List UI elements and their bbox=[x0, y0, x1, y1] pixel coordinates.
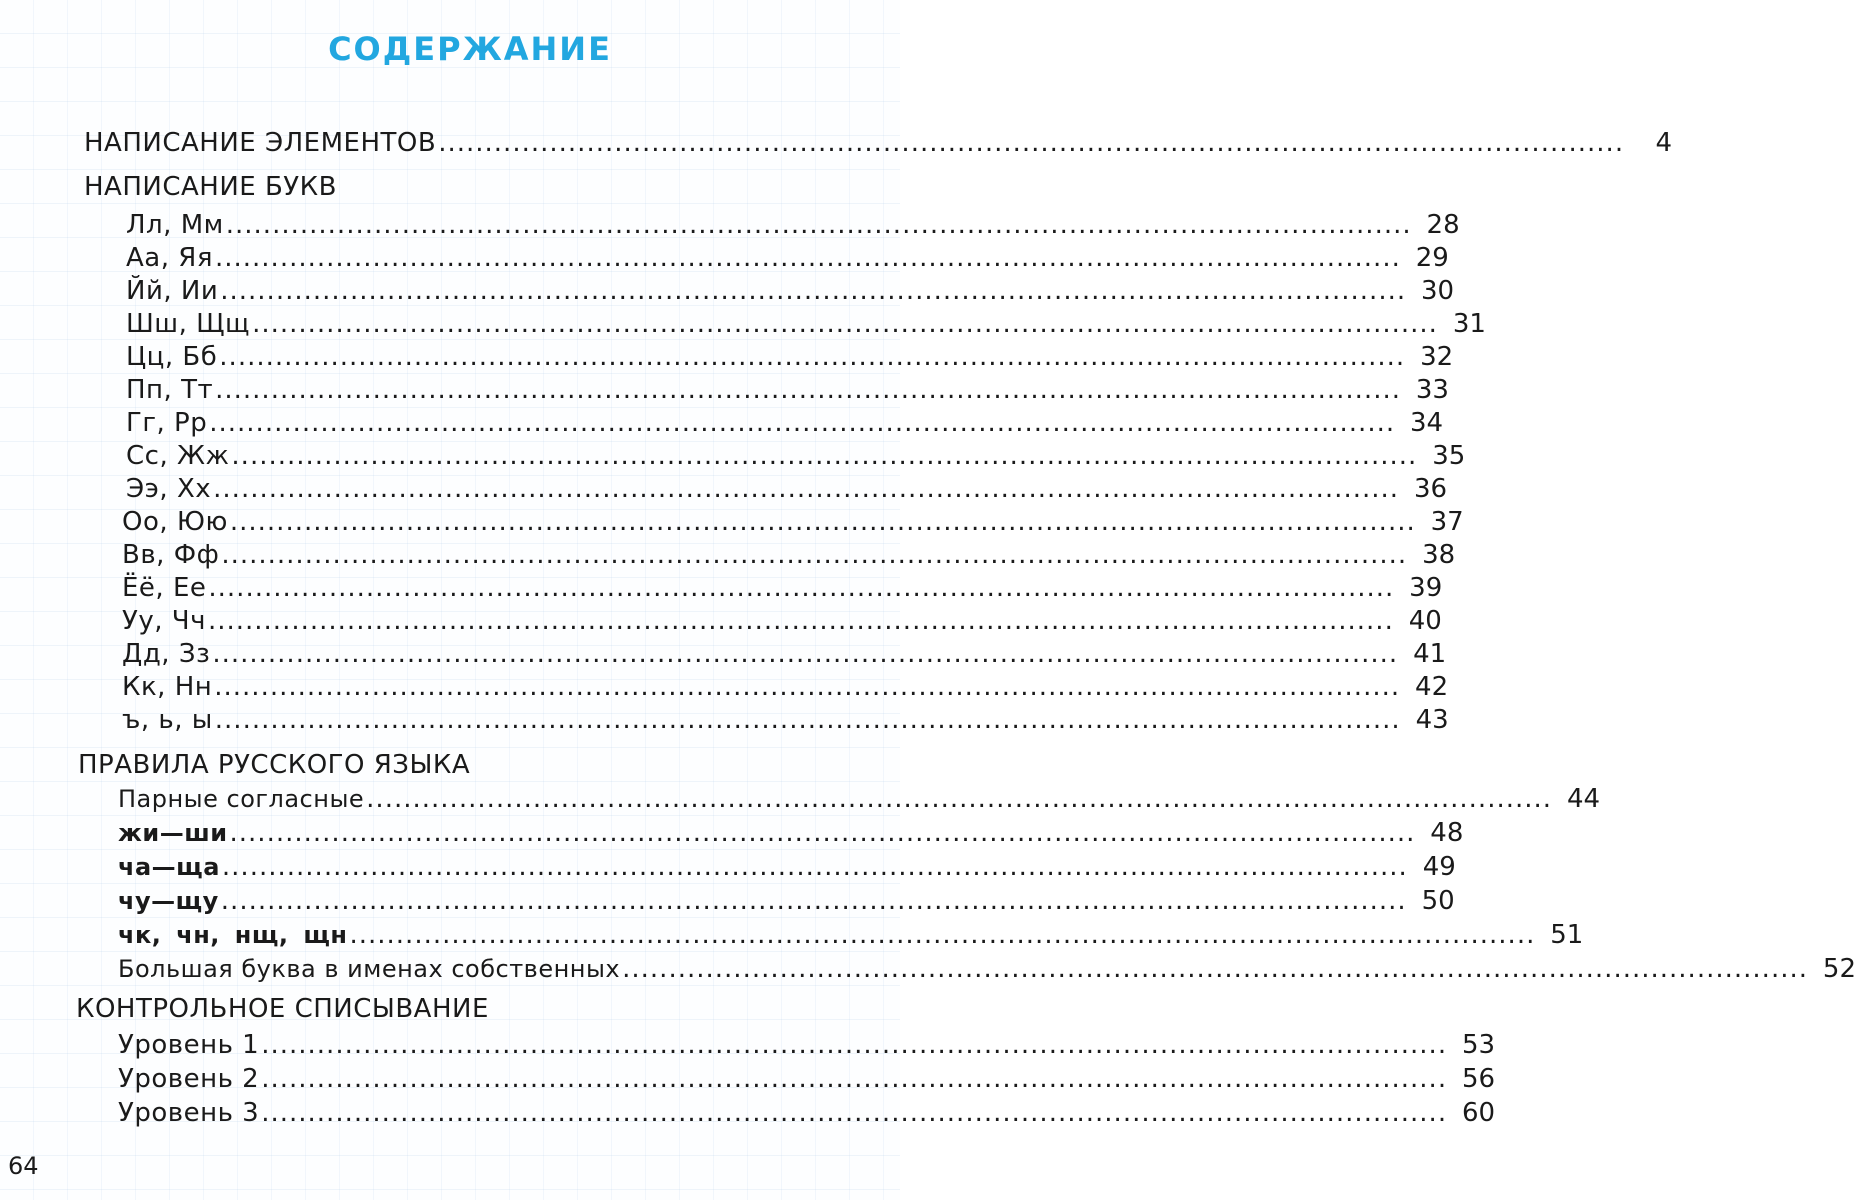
toc-entry-page: 50 bbox=[1421, 886, 1455, 916]
toc-entry-page: 29 bbox=[1415, 243, 1449, 273]
toc-entry[interactable] bbox=[122, 606, 1442, 636]
toc-entry[interactable] bbox=[118, 1030, 1496, 1060]
toc-entry-page: 52 bbox=[1822, 954, 1856, 984]
toc-entry-page: 56 bbox=[1461, 1064, 1496, 1094]
dot-leader: ................................................................................................................................ bbox=[229, 507, 1416, 537]
toc-entry-label: Уровень 2 bbox=[118, 1064, 260, 1094]
toc-entry-page: 32 bbox=[1420, 342, 1454, 372]
toc-entry[interactable] bbox=[118, 852, 1456, 882]
toc-entry-label: Вв, Фф bbox=[122, 540, 220, 570]
dot-leader: ................................................................................................................................ bbox=[207, 606, 1394, 636]
dot-leader: ................................................................................................................................ bbox=[214, 672, 1401, 702]
toc-entry-label: Гг, Рр bbox=[126, 408, 208, 438]
toc-entry[interactable] bbox=[122, 672, 1449, 702]
toc-entry-label: Лл, Мм bbox=[126, 210, 224, 240]
dot-leader: ................................................................................................................................ bbox=[214, 243, 1401, 273]
toc-entry-label: Кк, Нн bbox=[122, 672, 213, 702]
toc-entry-label: чу—щу bbox=[118, 887, 219, 915]
dot-leader: ................................................................................................................................ bbox=[215, 375, 1401, 405]
dot-leader: ................................................................................................................................ bbox=[221, 540, 1408, 570]
toc-entry-label: Уровень 3 bbox=[118, 1098, 260, 1128]
toc-entry-label: жи—ши bbox=[118, 819, 228, 847]
toc-entry[interactable] bbox=[122, 639, 1447, 669]
toc-entry[interactable] bbox=[118, 954, 1856, 984]
toc-entry-page: 44 bbox=[1566, 784, 1601, 814]
dot-leader: ................................................................................................................................ bbox=[261, 1030, 1448, 1060]
dot-leader: ................................................................................................................................ bbox=[252, 309, 1438, 339]
toc-entry[interactable] bbox=[126, 243, 1449, 273]
toc-entry-label: Уровень 1 bbox=[118, 1030, 260, 1060]
dot-leader: ................................................................................................................................ bbox=[220, 886, 1407, 916]
dot-leader: ................................................................................................................................ bbox=[261, 1064, 1448, 1094]
toc-entry-page: 38 bbox=[1422, 540, 1456, 570]
toc-entry-page: 28 bbox=[1426, 210, 1460, 240]
toc-entry-page: 53 bbox=[1461, 1030, 1496, 1060]
toc-entry-label: Дд, Зз bbox=[122, 639, 211, 669]
dot-leader: ................................................................................................................................ bbox=[209, 408, 1396, 438]
dot-leader: ................................................................................................................................ bbox=[438, 128, 1625, 158]
toc-entry-page: 40 bbox=[1408, 606, 1442, 636]
section-heading-rules: ПРАВИЛА РУССКОГО ЯЗЫКА bbox=[78, 750, 471, 780]
toc-entry-label: Сс, Жж bbox=[126, 441, 230, 471]
toc-entry[interactable] bbox=[118, 1098, 1496, 1128]
toc-entry-label: Аа, Яя bbox=[126, 243, 213, 273]
dot-leader: ................................................................................................................................ bbox=[220, 276, 1407, 306]
toc-entry-label: ча—ща bbox=[118, 853, 220, 881]
toc-entry-label: Парные согласные bbox=[118, 785, 365, 813]
dot-leader: ................................................................................................................................ bbox=[622, 954, 1808, 984]
toc-entry-page: 34 bbox=[1410, 408, 1444, 438]
toc-entry-page: 37 bbox=[1430, 507, 1464, 537]
toc-entry[interactable] bbox=[126, 441, 1466, 471]
toc-entry-label: Большая буква в именах собственных bbox=[118, 955, 621, 983]
toc-entry-page: 60 bbox=[1461, 1098, 1496, 1128]
toc-entry-label: Шш, Щщ bbox=[126, 309, 251, 339]
section-heading-letters: НАПИСАНИЕ БУКВ bbox=[84, 172, 337, 202]
toc-entry[interactable] bbox=[126, 309, 1486, 339]
toc-entry[interactable] bbox=[126, 342, 1454, 372]
page-number: 64 bbox=[8, 1152, 39, 1180]
toc-entry[interactable] bbox=[118, 886, 1455, 916]
toc-entry[interactable] bbox=[126, 474, 1448, 504]
dot-leader: ................................................................................................................................ bbox=[261, 1098, 1448, 1128]
dot-leader: ................................................................................................................................ bbox=[225, 210, 1412, 240]
toc-entry-elements[interactable] bbox=[84, 128, 1673, 158]
dot-leader: ................................................................................................................................ bbox=[208, 573, 1395, 603]
dot-leader: ................................................................................................................................ bbox=[212, 639, 1399, 669]
toc-entry-page: 42 bbox=[1415, 672, 1449, 702]
dot-leader: ................................................................................................................................ bbox=[229, 818, 1416, 848]
page-title: СОДЕРЖАНИЕ bbox=[328, 30, 612, 68]
toc-entry[interactable] bbox=[126, 408, 1444, 438]
toc-entry-page: 33 bbox=[1415, 375, 1449, 405]
dot-leader: ................................................................................................................................ bbox=[221, 852, 1408, 882]
toc-entry-label: Цц, Бб bbox=[126, 342, 218, 372]
toc-entry-page: 36 bbox=[1413, 474, 1448, 504]
toc-entry-page: 49 bbox=[1422, 852, 1456, 882]
toc-entry-page: 4 bbox=[1655, 128, 1673, 158]
dot-leader: ................................................................................................................................ bbox=[213, 474, 1400, 504]
toc-entry[interactable] bbox=[118, 920, 1584, 950]
toc-entry[interactable] bbox=[118, 784, 1601, 814]
toc-entry-label: Пп, Тт bbox=[126, 375, 214, 405]
toc-entry-label: НАПИСАНИЕ ЭЛЕМЕНТОВ bbox=[84, 128, 437, 158]
dot-leader: ................................................................................................................................ bbox=[366, 784, 1553, 814]
section-heading-copying: КОНТРОЛЬНОЕ СПИСЫВАНИЕ bbox=[76, 994, 489, 1024]
toc-entry-label: Оо, Юю bbox=[122, 507, 228, 537]
toc-entry-label: ъ, ь, ы bbox=[122, 705, 213, 735]
toc-entry-label: Ёё, Ее bbox=[122, 573, 207, 603]
toc-entry[interactable] bbox=[122, 540, 1456, 570]
toc-entry[interactable] bbox=[126, 276, 1455, 306]
toc-entry-label: чк, чн, нщ, щн bbox=[118, 921, 348, 949]
toc-entry[interactable] bbox=[122, 507, 1464, 537]
toc-entry-page: 51 bbox=[1550, 920, 1584, 950]
toc-entry-page: 35 bbox=[1432, 441, 1466, 471]
toc-entry[interactable] bbox=[122, 573, 1443, 603]
dot-leader: ................................................................................................................................ bbox=[214, 705, 1401, 735]
toc-entry-page: 30 bbox=[1421, 276, 1455, 306]
toc-entry[interactable] bbox=[118, 1064, 1496, 1094]
dot-leader: ................................................................................................................................ bbox=[349, 920, 1536, 950]
toc-entry[interactable] bbox=[122, 705, 1449, 735]
toc-entry-page: 43 bbox=[1415, 705, 1449, 735]
toc-entry-page: 48 bbox=[1430, 818, 1464, 848]
toc-entry[interactable] bbox=[118, 818, 1464, 848]
dot-leader: ................................................................................................................................ bbox=[231, 441, 1418, 471]
toc-entry[interactable] bbox=[126, 375, 1449, 405]
toc-entry-label: Уу, Чч bbox=[122, 606, 206, 636]
toc-entry-page: 39 bbox=[1409, 573, 1443, 603]
toc-entry-label: Йй, Ии bbox=[126, 276, 219, 306]
toc-entry[interactable] bbox=[126, 210, 1460, 240]
toc-entry-page: 41 bbox=[1413, 639, 1447, 669]
dot-leader: ................................................................................................................................ bbox=[219, 342, 1406, 372]
toc-entry-label: Ээ, Хх bbox=[126, 474, 212, 504]
toc-entry-page: 31 bbox=[1452, 309, 1486, 339]
